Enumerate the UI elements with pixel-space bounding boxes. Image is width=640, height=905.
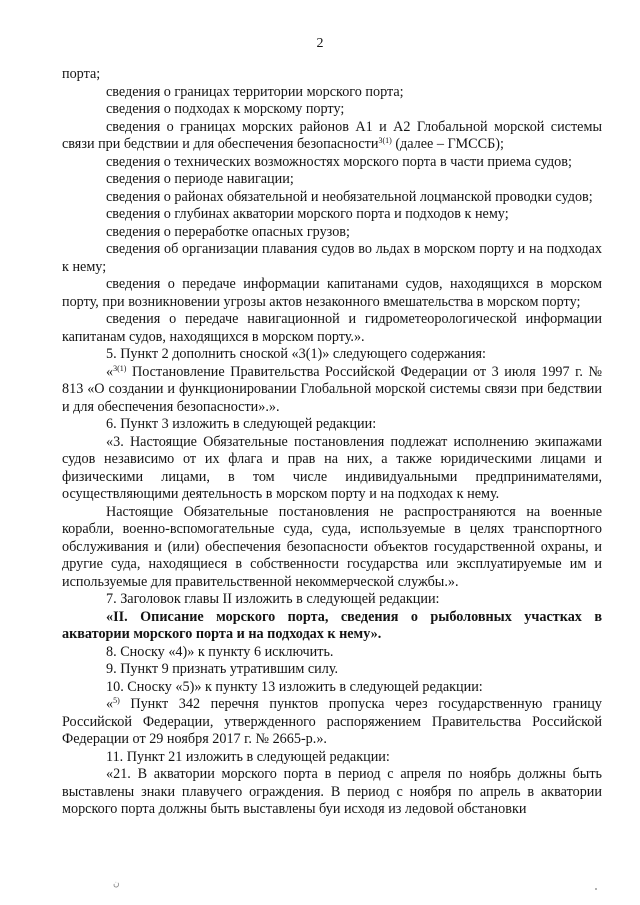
paragraph-text: « [106, 363, 114, 380]
paragraph [62, 206, 602, 224]
paragraph-text: сведения о районах обязательной и необязательной лоцманской проводки судов; [106, 188, 593, 205]
paragraph [62, 66, 602, 84]
paragraph [62, 766, 602, 819]
paragraph-text: сведения о периоде навигации; [106, 171, 294, 187]
paragraph [62, 591, 602, 609]
paragraph-text: 11. Пункт 21 изложить в следующей редакции: [106, 748, 390, 765]
paragraph-text: сведения о передаче навигационной и гидрометеорологической информации капитанам судов, находящихся в морском порту.». [62, 311, 602, 345]
paragraph-text: сведения о подходах к морскому порту; [106, 101, 345, 117]
paragraph-text: « [106, 696, 114, 712]
paragraph [62, 416, 602, 434]
paragraph [62, 241, 602, 276]
paragraph [62, 696, 602, 749]
paragraph-text: 8. Сноску «4)» к пункту 6 исключить. [106, 643, 334, 660]
paragraph-text: сведения об организации плавания судов во льдах в морском порту и на подходах к нему; [62, 241, 602, 275]
paragraph [62, 434, 602, 504]
paragraph [62, 679, 602, 697]
paragraph [62, 661, 602, 679]
paragraph [62, 119, 602, 154]
paragraph [62, 364, 602, 417]
paragraph-text: 7. Заголовок главы II изложить в следующей редакции: [106, 591, 440, 607]
paragraph-text: «II. Описание морского порта, сведения о рыболовных участках в акватории морского порта и на подходах к нему». [62, 608, 602, 642]
paragraph [62, 276, 602, 311]
paragraph-text: сведения о глубинах акватории морского порта и подходов к нему; [106, 206, 509, 222]
paragraph-text-continued: (далее – ГМССБ); [391, 136, 504, 152]
paragraph [62, 609, 602, 644]
paragraph-text: Настоящие Обязательные постановления не распространяются на военные корабли, военно-вспомогательные суда, суда, используемые в целях транспортного обслуживания и (или) обеспечения безопасности объектов государственной охраны, и другие суда, находящиеся в собственности государства или эксплуатируемые им и используемые для правительственной некоммерческой службы.». [62, 503, 602, 590]
footnote-mark: 5) [113, 696, 120, 705]
scan-dot [595, 888, 597, 890]
paragraph-text: сведения о границах территории морского порта; [106, 83, 404, 100]
paragraph [62, 154, 602, 172]
scan-mark: ن [113, 878, 120, 888]
paragraph-text: 6. Пункт 3 изложить в следующей редакции: [106, 416, 377, 432]
footnote-mark: 3(1) [113, 363, 127, 373]
paragraph-text: сведения о границах морских районов А1 и А2 Глобальной морской системы связи при бедствии и для обеспечения безопасности [62, 118, 602, 152]
paragraph-text-continued: Постановление Правительства Российской Федерации от 3 июля 1997 г. № 813 «О создании и функционировании Глобальной морской системы связи при бедствии и для обеспечения безопасности».». [62, 363, 602, 415]
paragraph [62, 171, 602, 189]
page-number: 2 [316, 36, 324, 51]
paragraph-text: порта; [62, 66, 101, 82]
footnote-mark: 3(1) [378, 136, 392, 145]
paragraph-text: сведения о технических возможностях морского порта в части приема судов; [106, 153, 572, 170]
paragraph [62, 224, 602, 242]
paragraph-text: 9. Пункт 9 признать утратившим силу. [106, 661, 339, 677]
paragraph [62, 504, 602, 592]
paragraph [62, 346, 602, 364]
paragraph [62, 189, 602, 207]
paragraph-text-continued: Пункт 342 перечня пунктов пропуска через государственную границу Российской Федерации, утвержденного распоряжением Правительства Российской Федерации от 29 ноября 2017 г. № 2665-р.». [62, 696, 602, 747]
paragraph [62, 84, 602, 102]
paragraph [62, 749, 602, 767]
document-body [62, 66, 602, 819]
paragraph [62, 101, 602, 119]
paragraph-text: сведения о переработке опасных грузов; [106, 223, 350, 240]
paragraph-text: «3. Настоящие Обязательные постановления подлежат исполнению экипажами судов независимо от их флага и прав на них, а также юридическими лицами и физическими лицами, в том числе индивидуальными предпринимателями, осуществляющими деятельность в морском порту и на подходах к нему. [62, 433, 602, 502]
paragraph-text: 5. Пункт 2 дополнить сноской «3(1)» следующего содержания: [106, 346, 486, 362]
paragraph [62, 644, 602, 662]
paragraph-text: сведения о передаче информации капитанами судов, находящихся в морском порту, при возникновении угрозы актов незаконного вмешательства в морском порту; [62, 276, 602, 310]
paragraph [62, 311, 602, 346]
paragraph-text: 10. Сноску «5)» к пункту 13 изложить в следующей редакции: [106, 678, 483, 695]
paragraph-text: «21. В акватории морского порта в период с апреля по ноябрь должны быть выставлены знаки плавучего ограждения. В период с ноября по апрель в акватории морского порта должны быть выставлены буи исходя из ледовой обстановки [62, 766, 602, 817]
